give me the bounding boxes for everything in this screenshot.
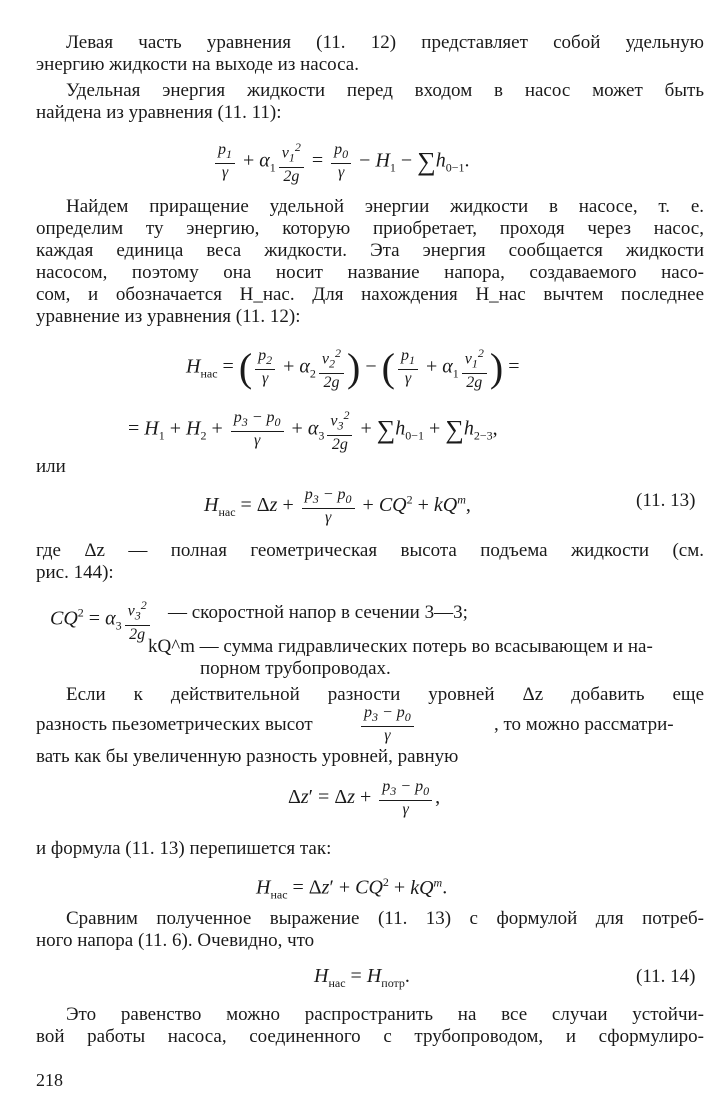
- para8-line1: Это равенство можно распространить на все случаи устойчи-: [66, 1004, 704, 1025]
- equation-number-11-14: (11. 14): [636, 966, 696, 987]
- para1-line1: Левая часть уравнения (11. 12) представляет собой удельную: [66, 32, 704, 53]
- equation-head-difference-line1: $H_{нас}$ = ( $\frac{p_2}{\gamma}$ + $\alpha_2$ $\frac{v_2^2}{2g}$ ) − ( $\frac{p_1}{\gamma}$ + $\alpha_1$ $\frac{v_1^2}{2g}$ ) =: [186, 344, 520, 391]
- para7-line1: Сравним полученное выражение (11. 13) с формулой для потреб-: [66, 908, 704, 929]
- para3-line4: насосом, поэтому она носит название напора, создаваемого насо-: [36, 262, 704, 283]
- para5-line3: вать как бы увеличенную разность уровней, равную: [36, 746, 459, 767]
- para3-line2: определим ту энергию, которую приобретает, проходя через насос,: [36, 218, 704, 239]
- para3-line3: каждая единица веса жидкости. Эта энергия сообщается жидкости: [36, 240, 704, 261]
- para3-line6: уравнение из уравнения (11. 12):: [36, 306, 301, 327]
- equation-11-13: $H_{нас} = \Delta z$ + $\frac{p_3 - p_0}{\gamma}$ + $CQ^2 + kQ^m$,: [204, 486, 471, 527]
- para1-line2: энергию жидкости на выходе из насоса.: [36, 54, 359, 75]
- definition-kqm-line1: kQ^m — сумма гидравлических потерь во всасывающем и на-: [148, 636, 653, 657]
- equation-delta-z-prime: Δz′ = Δz + $\frac{p_3 - p_0}{\gamma}$ ,: [288, 778, 441, 819]
- definition-cq2-text: — скоростной напор в сечении 3—3;: [168, 602, 468, 623]
- para2-line2: найдена из уравнения (11. 11):: [36, 102, 282, 123]
- para2-line1: Удельная энергия жидкости перед входом в насос может быть: [66, 80, 704, 101]
- para8-line2: вой работы насоса, соединенного с трубопроводом, и сформулиро-: [36, 1026, 704, 1047]
- equation-head-difference-line2: = $H_1 + H_2$ + $\frac{p_3 - p_0}{\gamma}$ + $\alpha_3$ $\frac{v_3^2}{2g}$ + $\sum h_{0-1} + \sum h_{2-3}$,: [128, 408, 498, 453]
- para5-line2b: , то можно рассматри-: [494, 714, 674, 735]
- fraction-piezometric: $\frac{p_3 - p_0}{\gamma}$: [358, 704, 417, 745]
- definition-kqm-line2: порном трубопроводах.: [200, 658, 391, 679]
- equation-number-11-13: (11. 13): [636, 490, 696, 511]
- equation-energy-inlet: $\frac{p_1}{\gamma}$ + $\alpha_1$ $\frac{v_1^2}{2g}$ = $\frac{p_0}{\gamma}$ − $H_1 - \sum h_{0-1}$.: [212, 138, 470, 186]
- equation-11-13-rewritten: $H_{нас} = \Delta z' + CQ^2 + kQ^m$.: [256, 875, 448, 902]
- para4-line2: рис. 144):: [36, 562, 114, 583]
- para3-line5: сом, и обозначается H_нас. Для нахождения H_нас вычтем последнее: [36, 284, 704, 305]
- equation-11-14: $H_{нас} = H_{потр}$.: [314, 965, 410, 990]
- page-number: 218: [36, 1070, 63, 1090]
- para4-line1: где Δz — полная геометрическая высота подъема жидкости (см.: [36, 540, 704, 561]
- para7-line2: ного напора (11. 6). Очевидно, что: [36, 930, 315, 951]
- para5-line1: Если к действительной разности уровней Δz добавить еще: [66, 684, 704, 705]
- definition-cq2-formula: $CQ^2 = \alpha_3$ $\frac{v_3^2}{2g}$: [50, 596, 153, 644]
- para3-line1: Найдем приращение удельной энергии жидкости в насосе, т. е.: [66, 196, 704, 217]
- word-ili: или: [36, 456, 66, 477]
- para6: и формула (11. 13) перепишется так:: [36, 838, 332, 859]
- para5-line2a: разность пьезометрических высот: [36, 714, 313, 735]
